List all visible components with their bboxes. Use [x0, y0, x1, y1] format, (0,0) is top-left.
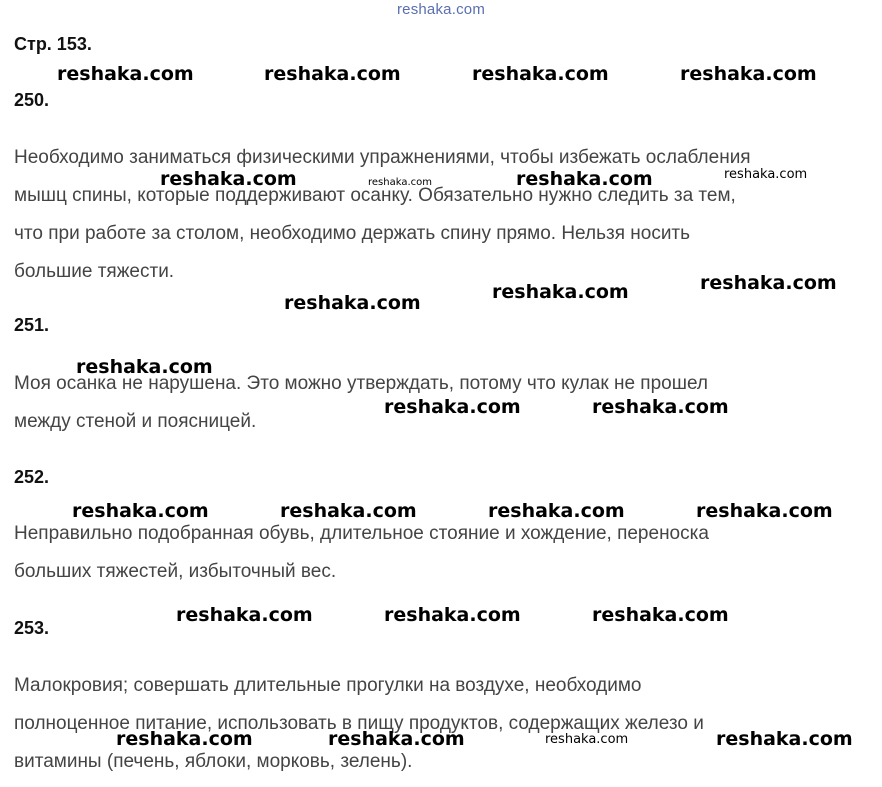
text-line: полноценное питание, использовать в пищу продуктов, содержащих железо и — [14, 713, 704, 734]
text-line: Малокровия; совершать длительные прогулки на воздухе, необходимо — [14, 675, 642, 696]
task-text-250 — [14, 139, 874, 291]
watermark: reshaka.com — [116, 728, 253, 750]
task-number-251: 251. — [14, 315, 50, 335]
watermark: reshaka.com — [716, 728, 853, 750]
watermark: reshaka.com — [72, 500, 209, 522]
watermark: reshaka.com — [492, 281, 629, 303]
task-number-250: 250. — [14, 90, 50, 110]
watermark: reshaka.com — [696, 500, 833, 522]
watermark: reshaka.com — [545, 732, 629, 747]
watermark: reshaka.com — [384, 396, 521, 418]
text-line: Моя осанка не нарушена. Это можно утверждать, потому что кулак не прошел — [14, 373, 708, 394]
text-line: Неправильно подобранная обувь, длительное стояние и хождение, переноска — [14, 523, 709, 544]
watermark: reshaka.com — [57, 63, 194, 85]
watermark: reshaka.com — [280, 500, 417, 522]
text-line: Необходимо заниматься физическими упражнениями, чтобы избежать ослабления — [14, 147, 751, 168]
task-number-252: 252. — [14, 467, 50, 487]
watermark: reshaka.com — [76, 356, 213, 378]
watermark: reshaka.com — [176, 604, 313, 626]
watermark: reshaka.com — [284, 292, 421, 314]
watermark: reshaka.com — [724, 167, 808, 182]
watermark: reshaka.com — [700, 272, 837, 294]
text-line: мышц спины, которые поддерживают осанку. Обязательно нужно следить за тем, — [14, 185, 736, 206]
watermark: reshaka.com — [384, 604, 521, 626]
watermark: reshaka.com — [264, 63, 401, 85]
text-line: витамины (печень, яблоки, морковь, зелень). — [14, 751, 413, 772]
watermark: reshaka.com — [592, 604, 729, 626]
watermark: reshaka.com — [488, 500, 625, 522]
page-reference: Стр. 153. — [14, 34, 92, 54]
task-text-253 — [14, 667, 874, 781]
watermark: reshaka.com — [160, 168, 297, 190]
site-link[interactable]: reshaka.com — [396, 1, 486, 18]
text-line: что при работе за столом, необходимо держать спину прямо. Нельзя носить — [14, 223, 691, 244]
task-text-252 — [14, 515, 874, 591]
watermark: reshaka.com — [328, 728, 465, 750]
watermark: reshaka.com — [472, 63, 609, 85]
text-line: большие тяжести. — [14, 261, 175, 282]
watermark: reshaka.com — [368, 177, 432, 188]
watermark: reshaka.com — [680, 63, 817, 85]
text-line: между стеной и поясницей. — [14, 411, 257, 432]
text-line: больших тяжестей, избыточный вес. — [14, 561, 337, 582]
task-number-253: 253. — [14, 618, 50, 638]
watermark: reshaka.com — [516, 168, 653, 190]
watermark: reshaka.com — [592, 396, 729, 418]
